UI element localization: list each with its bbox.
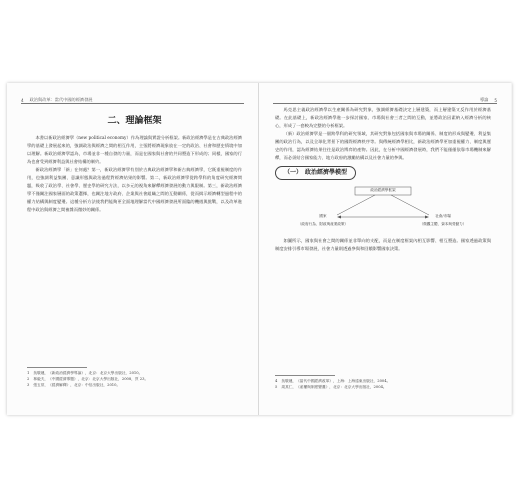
left-page-number: 4: [21, 98, 24, 103]
footnote-item: 5 周其仁，《產權與制度變遷》，北京：北京大學出版社，2004。: [275, 385, 387, 390]
left-footnotes: [27, 370, 242, 389]
model-diagram: [275, 185, 491, 235]
diagram-arrow-right: [391, 195, 429, 215]
section-heading: [275, 165, 491, 181]
footnote-item: 2 林毅夫，《中國經濟專題》，北京：北京大學出版社，2008，頁 23。: [27, 377, 149, 382]
right-header-section: 導論: [479, 97, 489, 102]
right-footnote-rule: [275, 375, 335, 376]
right-body: [275, 107, 491, 254]
book-spread: [7, 83, 512, 415]
left-running-header: [21, 94, 244, 104]
footnote-item: 3 張五常，《經濟解釋》，北京：中信出版社，2010。: [27, 383, 121, 388]
diagram-left-sublabel: （政府行為、財政與產業政策）: [297, 222, 349, 227]
right-running-header: [273, 94, 497, 104]
diagram-left-label: 國家: [319, 214, 327, 219]
section-pill: [275, 166, 356, 180]
right-paragraph-1: 馬克思主義政治經濟學以生產關係為研究對象，強調經濟基礎決定上層建築，而上層建築又反作用於經濟基礎。在此基礎上，新政治經濟學進一步探討國家、市場與社會三者之間的互動，並將政治因素納入經濟分析的核心，形成了一套較為完整的分析框架。: [275, 108, 491, 130]
diagram-top-label: 政治經濟學框架: [370, 188, 396, 193]
diagram-right-sublabel: （微觀主體、資本與勞動力）: [419, 222, 467, 227]
right-paragraph-2: （新）政治經濟學是一個跨學科的研究領域，其研究對象包括國家與市場的關係、制度的形成與變遷、利益集團的政治行為，以及全球化背景下的國際經濟秩序等。與傳統經濟學相比，新政治經濟學更加重視權力、制度與歷史的作用，認為經濟結果往往是政治博弈的產物。因此，在分析中國經濟發展時，我們不能僅僅依靠市場機制來解釋，而必須結合國家能力、地方政府的激勵結構以及社會力量的參與。: [275, 132, 491, 162]
right-footnotes: [275, 378, 491, 390]
left-page: [7, 83, 259, 415]
footnote-item: 1 吳敬璉，《新政治經濟學導論》，北京：北京大學出版社，2010。: [27, 371, 143, 375]
right-page-number: 5: [494, 98, 497, 103]
footnote-item: 4 吳敬璉，《當代中國經濟改革》，上海：上海遠東出版社，2004。: [275, 379, 391, 383]
diagram-arrow-left: [337, 195, 375, 215]
left-paragraph-1: 本書以新政治經濟學（new political economy）作為理論與實證分析框架。新政治經濟學是在古典政治經濟學的基礎上發展起來的，強調政治與經濟之間的相互作用，主張將經濟現象放在一定的政治、社會和歷史情境中加以理解。新政治經濟學認為，市場並非一種自發的力量，而是在國家與社會的共同塑造下形成的；同樣，國家的行為也會受到經濟利益與社會結構的制約。: [27, 136, 242, 166]
right-page: [259, 83, 511, 415]
right-paragraph-3: 如圖所示，國家與社會之間的關係並非單向的支配，而是在制度框架內相互影響、相互塑造。國家透過政策與制度安排引導市場發展，社會力量則透過參與和回饋影響國家決策。: [275, 239, 491, 253]
section-number: （一）: [284, 169, 303, 177]
diagram-right-label: 社會/市場: [435, 214, 451, 219]
left-header-title: 政治與改革：當代中國的經濟發展: [29, 97, 93, 102]
left-footnote-rule: [27, 367, 87, 368]
section-title: 政治經濟學模型: [305, 169, 348, 177]
left-body: [27, 107, 242, 215]
chapter-title: 二、理論框架: [107, 116, 162, 126]
left-paragraph-2: 新政治經濟學「新」在何處？第一，新政治經濟學有別於古典政治經濟學和新古典經濟學，它既重視制度的作用，也強調利益集團、意識形態與政治過程對經濟結果的影響。第二，新政治經濟學從跨學科的角度研究經濟問題，吸收了政治學、社會學、歷史學的研究方法，以多元的視角來解釋經濟發展的動力與限制。第三，新政治經濟學不僅關注國家層面的政策選擇，也關注地方政府、企業與社會組織之間的互動關係，從而揭示經濟轉型過程中的權力結構與制度變遷。這種分析方法使我們能夠更全面地理解當代中國經濟發展所面臨的機遇與挑戰，以及改革進程中政治與經濟之間複雜而微妙的關係。: [27, 168, 242, 214]
